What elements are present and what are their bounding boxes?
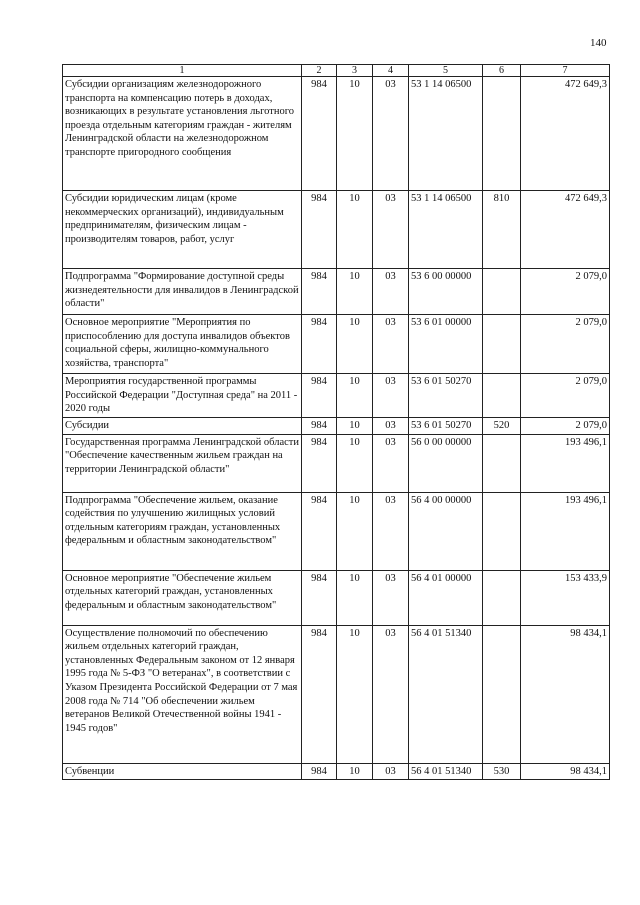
cell-expense-type (483, 374, 521, 418)
cell-amount: 2 079,0 (521, 418, 610, 435)
row-name: Субсидии юридическим лицам (кроме некоммерческих организаций), индивидуальным предпринимателям, физическим лицам - производителям товаров, работ, услуг (63, 191, 302, 269)
cell-subsection: 03 (373, 374, 409, 418)
cell-subsection: 03 (373, 315, 409, 374)
page-number: 140 (590, 37, 607, 49)
table-header-row (63, 65, 610, 77)
cell-subsection: 03 (373, 625, 409, 763)
column-header: 7 (521, 65, 610, 77)
cell-ministry: 984 (302, 374, 337, 418)
cell-ministry: 984 (302, 315, 337, 374)
cell-target: 56 4 00 00000 (409, 492, 483, 570)
cell-expense-type (483, 315, 521, 374)
cell-amount: 472 649,3 (521, 77, 610, 191)
row-name: Подпрограмма "Обеспечение жильем, оказание содействия по улучшению жилищных условий отдельным категориям граждан, установленных федеральным и областным законодательством" (63, 492, 302, 570)
cell-target: 56 4 01 00000 (409, 570, 483, 625)
cell-ministry: 984 (302, 570, 337, 625)
table-row (63, 763, 610, 780)
cell-amount: 2 079,0 (521, 315, 610, 374)
cell-amount: 193 496,1 (521, 492, 610, 570)
cell-ministry: 984 (302, 418, 337, 435)
column-header: 6 (483, 65, 521, 77)
cell-section: 10 (337, 269, 373, 315)
cell-target: 56 0 00 00000 (409, 434, 483, 492)
table-row (63, 374, 610, 418)
cell-subsection: 03 (373, 434, 409, 492)
cell-amount: 472 649,3 (521, 191, 610, 269)
column-header: 3 (337, 65, 373, 77)
cell-ministry: 984 (302, 492, 337, 570)
column-header: 2 (302, 65, 337, 77)
table-row (63, 434, 610, 492)
cell-section: 10 (337, 418, 373, 435)
cell-expense-type: 530 (483, 763, 521, 780)
cell-amount: 2 079,0 (521, 269, 610, 315)
cell-target: 53 1 14 06500 (409, 191, 483, 269)
table-row (63, 418, 610, 435)
cell-subsection: 03 (373, 492, 409, 570)
column-header: 5 (409, 65, 483, 77)
table-row (63, 191, 610, 269)
cell-section: 10 (337, 763, 373, 780)
cell-subsection: 03 (373, 570, 409, 625)
cell-amount: 98 434,1 (521, 625, 610, 763)
cell-target: 53 1 14 06500 (409, 77, 483, 191)
cell-section: 10 (337, 191, 373, 269)
cell-ministry: 984 (302, 625, 337, 763)
row-name: Государственная программа Ленинградской области "Обеспечение качественным жильем граждан на территории Ленинградской области" (63, 434, 302, 492)
cell-target: 53 6 00 00000 (409, 269, 483, 315)
row-name: Субсидии организациям железнодорожного транспорта на компенсацию потерь в доходах, возникающих в результате установления льготного проезда отдельным категориям граждан - жителям Ленинградской области на железнодорожном транспорте пригородного сообщения (63, 77, 302, 191)
table-row (63, 625, 610, 763)
cell-amount: 193 496,1 (521, 434, 610, 492)
column-header: 4 (373, 65, 409, 77)
cell-expense-type: 520 (483, 418, 521, 435)
table-row (63, 315, 610, 374)
cell-section: 10 (337, 315, 373, 374)
row-name: Подпрограмма "Формирование доступной среды жизнедеятельности для инвалидов в Ленинградской области" (63, 269, 302, 315)
row-name: Основное мероприятие "Мероприятия по приспособлению для доступа инвалидов объектов социальной сферы, жилищно-коммунального хозяйства, транспорта" (63, 315, 302, 374)
cell-section: 10 (337, 434, 373, 492)
cell-expense-type (483, 269, 521, 315)
cell-amount: 153 433,9 (521, 570, 610, 625)
cell-expense-type (483, 625, 521, 763)
cell-target: 53 6 01 50270 (409, 374, 483, 418)
row-name: Субсидии (63, 418, 302, 435)
budget-table (62, 64, 610, 780)
row-name: Субвенции (63, 763, 302, 780)
cell-subsection: 03 (373, 77, 409, 191)
cell-amount: 98 434,1 (521, 763, 610, 780)
cell-section: 10 (337, 374, 373, 418)
column-header: 1 (63, 65, 302, 77)
cell-target: 53 6 01 50270 (409, 418, 483, 435)
table-row (63, 269, 610, 315)
cell-expense-type (483, 492, 521, 570)
cell-expense-type (483, 570, 521, 625)
cell-target: 56 4 01 51340 (409, 625, 483, 763)
cell-expense-type (483, 77, 521, 191)
table-row (63, 570, 610, 625)
cell-target: 56 4 01 51340 (409, 763, 483, 780)
cell-subsection: 03 (373, 763, 409, 780)
table-row (63, 77, 610, 191)
cell-ministry: 984 (302, 434, 337, 492)
cell-section: 10 (337, 570, 373, 625)
cell-section: 10 (337, 492, 373, 570)
cell-subsection: 03 (373, 191, 409, 269)
cell-subsection: 03 (373, 269, 409, 315)
row-name: Осуществление полномочий по обеспечению жильем отдельных категорий граждан, установленных Федеральным законом от 12 января 1995 года № 5-ФЗ "О ветеранах", в соответствии с Указом Президента Российской Федерации от 7 мая 2008 года № 714 "Об обеспечении жильем ветеранов Великой Отечественной войны 1941 - 1945 годов" (63, 625, 302, 763)
cell-expense-type (483, 434, 521, 492)
cell-ministry: 984 (302, 191, 337, 269)
row-name: Мероприятия государственной программы Российской Федерации "Доступная среда" на 2011 - 2020 годы (63, 374, 302, 418)
row-name: Основное мероприятие "Обеспечение жильем отдельных категорий граждан, установленных федеральным и областным законодательством" (63, 570, 302, 625)
cell-subsection: 03 (373, 418, 409, 435)
cell-expense-type: 810 (483, 191, 521, 269)
cell-amount: 2 079,0 (521, 374, 610, 418)
cell-section: 10 (337, 625, 373, 763)
cell-target: 53 6 01 00000 (409, 315, 483, 374)
cell-ministry: 984 (302, 77, 337, 191)
table-row (63, 492, 610, 570)
cell-section: 10 (337, 77, 373, 191)
cell-ministry: 984 (302, 763, 337, 780)
cell-ministry: 984 (302, 269, 337, 315)
